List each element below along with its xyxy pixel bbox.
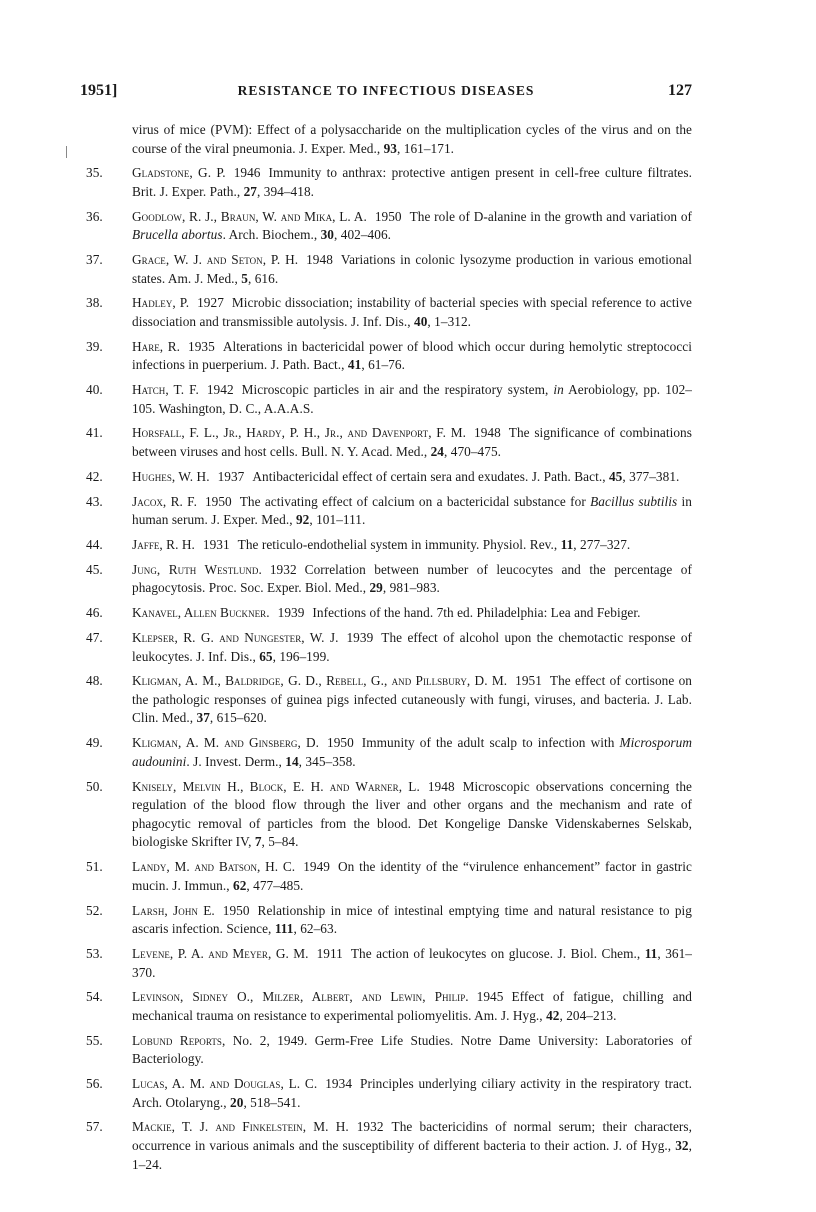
reference-volume: 11 [644,945,658,961]
continued-reference: virus of mice (PVM): Effect of a polysaccharide on the multiplication cycles of the virus and on the course of the viral pneumonia. J. Exper. Med., 93, 161–171. [132,122,692,156]
reference-item [80,1075,692,1112]
reference-volume: 40 [414,313,428,329]
reference-author: Larsh, John E. [132,902,215,918]
reference-author: Kligman, A. M. and Ginsberg, D. [132,735,319,751]
reference-text [132,382,692,416]
reference-year: 1937 [217,468,245,484]
reference-source: in human serum. J. Exper. Med., [132,493,692,528]
reference-year: 1948 [427,778,455,794]
reference-pages: , 277–327. [573,536,631,552]
reference-title: Microscopic particles in air and the respiratory system, [241,382,554,398]
reference-author: Levene, P. A. and Meyer, G. M. [132,945,309,961]
reference-number: 43. [86,493,103,509]
reference-item [80,536,692,555]
reference-pages: , 402–406. [334,227,392,243]
reference-year: 1935 [188,338,215,354]
reference-author: Mackie, T. J. and Finkelstein, M. H. [132,1119,349,1135]
reference-author: Knisely, Melvin H., Block, E. H. and Warner, L. [132,778,420,794]
reference-item [80,988,692,1025]
reference-item [80,561,692,598]
reference-item [80,858,692,895]
reference-author: Landy, M. and Batson, H. C. [132,859,296,875]
reference-item [80,493,692,530]
reference-title: The effect of alcohol upon the chemotactic response of leukocytes. J. Inf. Dis., [132,629,692,664]
reference-text [132,1033,692,1067]
reference-number: 45. [86,561,103,577]
reference-text [132,562,692,596]
reference-number: 38. [86,295,103,311]
reference-year: 1911 [316,945,343,961]
header-year: 1951] [80,82,118,99]
reference-pages: , 616. [247,270,279,286]
reference-pages: , 361–370. [132,945,693,980]
reference-year: 1950 [222,902,250,918]
reference-pages: , 477–485. [246,877,304,893]
reference-number: 39. [86,338,103,354]
reference-item [80,734,692,771]
reference-text [132,859,692,893]
reference-year: 1939 [277,605,305,621]
reference-number: 41. [86,425,103,441]
reference-text [132,735,692,769]
reference-volume: 11 [560,536,574,552]
reference-author: Jung, Ruth Westlund. [132,561,262,577]
reference-number: 36. [86,208,103,224]
reference-volume: 42 [546,1007,560,1023]
reference-number: 46. [86,605,103,621]
reference-text [132,339,692,373]
reference-year: 1932 [356,1119,384,1135]
reference-item [80,1032,692,1069]
reference-number: 57. [86,1119,103,1135]
reference-list [80,121,692,1180]
reference-item [80,424,692,461]
reference-volume: 14 [285,753,299,769]
reference-pages: , 518–541. [243,1094,301,1110]
reference-italic: Bacillus subtilis [590,493,678,509]
reference-author: Lucas, A. M. and Douglas, L. C. [132,1076,318,1092]
reference-author: Lobund Reports, [132,1032,226,1048]
reference-item [80,672,692,728]
reference-title: Antibactericidal effect of certain sera and exudates. J. Path. Bact., [252,468,609,484]
reference-item [80,604,692,623]
reference-pages: , 5–84. [261,834,299,850]
reference-volume: 27 [243,183,257,199]
reference-text [132,165,692,199]
reference-author: Hare, R. [132,338,181,354]
reference-author: Klepser, R. G. and Nungester, W. J. [132,629,339,645]
reference-source: . J. Invest. Derm., [186,753,286,769]
running-title: RESISTANCE TO INFECTIOUS DISEASES [237,83,535,98]
reference-number: 54. [86,989,103,1005]
reference-source: Aerobiology, pp. 102–105. Washington, D. C., A.A.A.S. [132,382,692,416]
reference-year: 1950 [374,208,402,224]
reference-author: Levinson, Sidney O., Milzer, Albert, and Lewin, Philip. [132,989,469,1005]
reference-text [132,1076,692,1110]
reference-number: 51. [86,859,103,875]
reference-author: Goodlow, R. J., Braun, W. and Mika, L. A. [132,208,367,224]
reference-text [132,946,692,980]
reference-author: Grace, W. J. and Seton, P. H. [132,251,299,267]
reference-title: The action of leukocytes on glucose. J. Biol. Chem., [350,945,645,961]
reference-number: 52. [86,902,103,918]
reference-title: Alterations in bactericidal power of blood which occur during hemolytic streptococci infections in puerperium. J. Path. Bact., [132,338,692,373]
reference-pages: , 61–76. [361,357,405,373]
reference-author: Horsfall, F. L., Jr., Hardy, P. H., Jr., and Davenport, F. M. [132,425,466,441]
reference-number: 50. [86,778,103,794]
reference-title: On the identity of the “virulence enhancement” factor in gastric mucin. J. Immun., [132,859,692,893]
reference-title: Immunity of the adult scalp to infection with [361,735,620,751]
reference-text [132,494,692,528]
reference-author: Hughes, W. H. [132,468,210,484]
reference-item [80,778,692,852]
reference-entries [80,164,692,1174]
reference-pages: , 1–24. [132,1138,692,1172]
reference-number: 35. [86,165,103,181]
reference-title: The activating effect of calcium on a bactericidal substance for [239,493,591,509]
reference-author: Hadley, P. [132,295,190,311]
reference-year: 1942 [206,382,234,398]
reference-italic: Microsporum audounini [132,735,692,769]
reference-text [132,537,630,552]
reference-pages: , 377–381. [622,468,680,484]
reference-year: 1948 [306,251,333,267]
reference-number: 42. [86,468,103,484]
reference-title: No. 2, 1949. Germ-Free Life Studies. Notre Dame University: Laboratories of Bacteriology. [132,1032,693,1067]
reference-pages: , 981–983. [382,580,440,596]
reference-text [132,425,692,459]
reference-item [80,208,692,245]
reference-volume: 65 [259,648,273,664]
reference-number: 55. [86,1032,103,1048]
reference-item [80,294,692,331]
reference-volume: 111 [274,921,294,937]
reference-pages: , 345–358. [298,753,356,769]
reference-text [132,252,692,286]
reference-source: . Arch. Biochem., [222,227,321,243]
reference-year: 1950 [327,735,354,751]
reference-title: The effect of cortisone on the pathologic responses of guinea pigs infected cutaneously with fungi, viruses, and bacteria. J. Lab. Clin. Med., [132,673,692,726]
reference-number: 48. [86,673,103,689]
reference-volume: 29 [369,580,383,596]
reference-title: Effect of fatigue, chilling and mechanical trauma on resistance to experimental poliomyelitis. Am. J. Hyg., [132,989,692,1023]
reference-number: 40. [86,382,103,398]
reference-title: The reticulo-endothelial system in immunity. Physiol. Rev., [237,536,561,552]
reference-number: 47. [86,629,103,645]
reference-year: 1949 [303,859,330,875]
reference-title: Microscopic observations concerning the regulation of the blood flow through the liver and other organs and the mechanism and rate of phagocytic removal of particles from the blood. Det Kongelige Danske Videnskabernes Selskab, biologiske Skrifter IV, [132,778,692,850]
reference-item [80,629,692,666]
reference-pages: , 615–620. [209,710,267,726]
reference-item [80,902,692,939]
reference-text [132,605,640,620]
reference-number: 37. [86,251,103,267]
reference-title: Immunity to anthrax: protective antigen present in cell-free culture filtrates. Brit. J. Exper. Path., [132,165,692,199]
reference-volume: 62 [233,877,247,893]
reference-italic: in [553,382,564,398]
reference-item [80,338,692,375]
reference-title: The significance of combinations between viruses and host cells. Bull. N. Y. Acad. Med., [132,425,692,460]
reference-pages: , 394–418. [257,183,315,199]
reference-text [132,903,692,937]
reference-item [80,381,692,418]
reference-volume: 7 [254,834,262,850]
reference-item [80,945,692,982]
reference-author: Gladstone, G. P. [132,165,226,181]
reference-pages: , 62–63. [293,921,338,937]
margin-mark [66,146,67,158]
reference-volume: 20 [230,1094,244,1110]
reference-title: Infections of the hand. 7th ed. Philadelphia: Lea and Febiger. [312,605,641,621]
reference-year: 1931 [202,536,230,552]
reference-title: Relationship in mice of intestinal emptying time and natural resistance to pig ascaris infection. Science, [132,902,693,937]
reference-year: 1948 [474,425,501,441]
reference-text [132,295,692,329]
reference-volume: 41 [347,357,362,373]
reference-text [132,989,692,1023]
reference-pages: , 1–312. [427,313,472,329]
reference-title: The bactericidins of normal serum; their characters, occurrence in various animals and the susceptibility of different bacteria to their action. J. of Hyg., [132,1119,692,1154]
reference-item [80,468,692,487]
reference-title: Principles underlying ciliary activity in the respiratory tract. Arch. Otolaryng., [132,1076,692,1110]
reference-author: Hatch, T. F. [132,382,199,398]
reference-volume: 30 [320,227,334,243]
reference-text [132,209,692,243]
reference-year: 1950 [204,493,232,509]
reference-number: 44. [86,536,103,552]
reference-year: 1927 [197,295,224,311]
reference-year: 1932 [269,561,297,577]
reference-text [132,469,679,484]
reference-volume: 37 [196,710,210,726]
reference-item [80,1118,692,1174]
reference-year: 1939 [346,629,374,645]
reference-year: 1946 [233,165,261,181]
reference-number: 49. [86,735,103,751]
reference-author: Jaffe, R. H. [132,536,195,552]
reference-author: Kligman, A. M., Baldridge, G. D., Rebell, G., and Pillsbury, D. M. [132,673,508,689]
reference-text [132,673,692,725]
reference-item [80,251,692,288]
reference-pages: , 470–475. [444,444,502,460]
page-number: 127 [668,82,692,99]
reference-text [132,779,692,850]
reference-pages: , 101–111. [309,512,366,528]
reference-number: 56. [86,1076,103,1092]
reference-item [80,164,692,201]
reference-text [132,630,692,664]
reference-year: 1945 [476,989,504,1005]
reference-title: Correlation between number of leucocytes and the percentage of phagocytosis. Proc. Soc. Exper. Biol. Med., [132,561,692,596]
reference-year: 1951 [515,673,542,689]
reference-pages: , 204–213. [559,1007,617,1023]
reference-volume: 32 [675,1138,689,1154]
reference-year: 1934 [325,1076,353,1092]
reference-volume: 92 [295,512,310,528]
reference-italic: Brucella abortus [132,227,223,243]
reference-number: 53. [86,945,103,961]
reference-pages: , 196–199. [272,648,330,664]
reference-author: Kanavel, Allen Buckner. [132,605,270,621]
reference-volume: 45 [608,468,623,484]
reference-text [132,1119,692,1171]
reference-volume: 5 [241,270,248,286]
reference-title: Variations in colonic lysozyme production in various emotional states. Am. J. Med., [132,251,692,286]
reference-volume: 24 [430,444,445,460]
reference-author: Jacox, R. F. [132,493,197,509]
running-header [80,82,692,106]
reference-title: The role of D-alanine in the growth and variation of [409,208,692,224]
reference-title: Microbic dissociation; instability of bacterial species with special reference to active dissociation and transmissible autolysis. J. Inf. Dis., [132,295,692,329]
